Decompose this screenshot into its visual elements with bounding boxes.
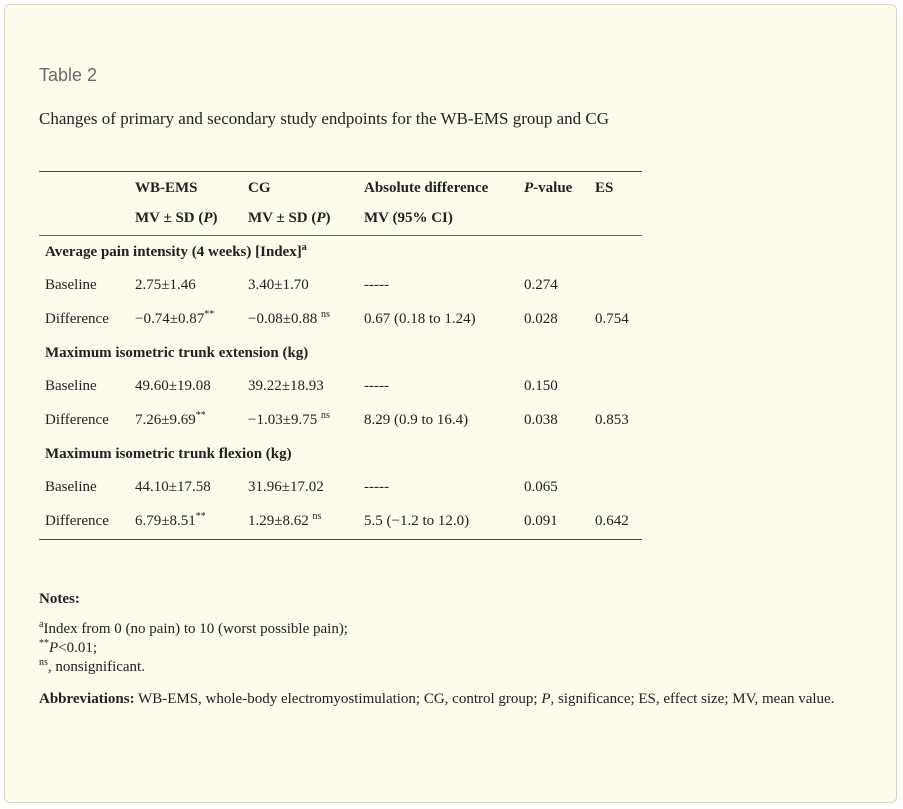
header-row-2 <box>39 202 642 232</box>
table-label: Table 2 <box>39 65 98 85</box>
section-title-flexion: Maximum isometric trunk flexion (kg) <box>45 446 292 462</box>
section-title-pain: Average pain intensity (4 weeks) [Index]$^a$ <box>45 242 307 260</box>
header-cg: CG <box>248 180 271 196</box>
results-table <box>39 171 642 540</box>
table-row: Difference −0.74±0.87** −0.08±0.88 $^{ns}$ 0.67 (0.18 to 1.24) 0.028 0.754 <box>45 309 629 327</box>
table-panel <box>4 4 897 803</box>
section-title-extension: Maximum isometric trunk extension (kg) <box>45 345 309 361</box>
header-es: ES <box>595 180 614 196</box>
header-absdiff-sub: MV (95% CI) <box>364 210 453 226</box>
header-row-1 <box>39 172 642 202</box>
table-row: Baseline 49.60±19.08 39.22±18.93 ----- 0.150 <box>45 378 558 394</box>
table-row: Difference 6.79±8.51** 1.29±8.62 $^{ns}$ 5.5 (−1.2 to 12.0) 0.091 0.642 <box>45 511 629 529</box>
table-row: Difference 7.26±9.69** −1.03±9.75 $^{ns}$ 8.29 (0.9 to 16.4) 0.038 0.853 <box>45 410 629 428</box>
header-cg-sub: MV ± SD (P) <box>248 210 331 226</box>
header-pvalue: P-value <box>524 180 573 196</box>
note-ns: $^{ns}$, nonsignificant. <box>39 657 145 675</box>
notes-heading: Notes: <box>39 591 80 607</box>
header-absdiff: Absolute difference <box>364 180 489 196</box>
note-star: **P<0.01; <box>39 638 98 656</box>
note-a: $^a$Index from 0 (no pain) to 10 (worst possible pain); <box>39 619 348 637</box>
header-wbems-sub: MV ± SD (P) <box>135 210 218 226</box>
table-row: Baseline 2.75±1.46 3.40±1.70 ----- 0.274 <box>45 277 558 293</box>
header-wbems: WB-EMS <box>135 180 198 196</box>
table-notes <box>39 591 879 710</box>
abbreviations: Abbreviations: WB-EMS, whole-body electromyostimulation; CG, control group; P, significance; ES, effect size; MV, mean value. <box>39 691 835 707</box>
table-row: Baseline 44.10±17.58 31.96±17.02 ----- 0.065 <box>45 479 558 495</box>
table-caption: Changes of primary and secondary study endpoints for the WB-EMS group and CG <box>39 109 610 128</box>
